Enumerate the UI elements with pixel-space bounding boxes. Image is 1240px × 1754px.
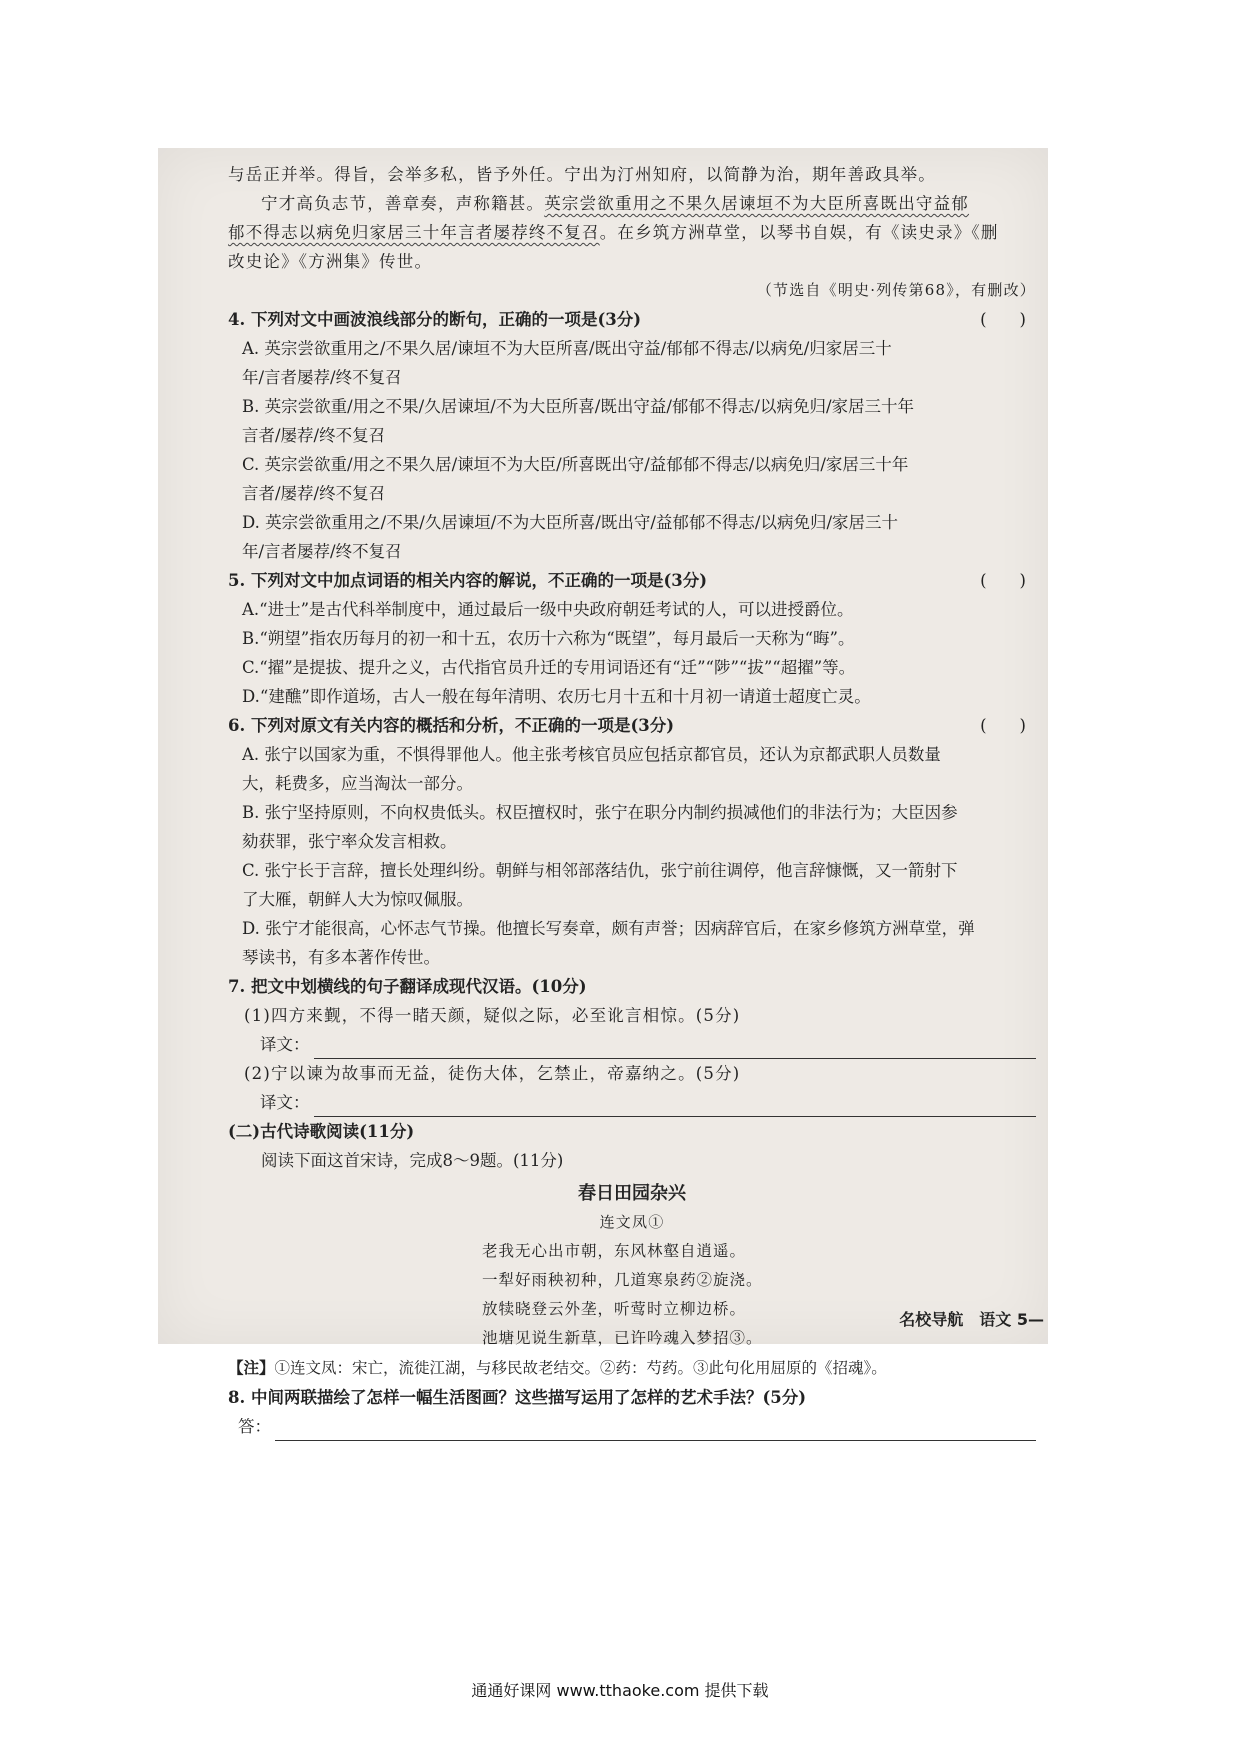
option-c[interactable]: C.“擢”是提拔、提升之义，古代指官员升迁的专用词语还有“迁”“陟”“拔”“超擢”等。 [242,658,856,677]
page-footer-label: 名校导航 语文 5— [899,1310,1044,1329]
option-b-cont: 劾获罪，张宁率众发言相救。 [242,832,457,851]
passage-text: 。在乡筑方洲草堂，以琴书自娱，有《读史录》《删 [599,223,999,242]
answer-bracket: ( ) [980,310,1026,329]
answer-line-q8[interactable] [228,1412,1036,1441]
translate-sentence-2: (2)宁以谏为故事而无益，徒伤大体，乞禁止，帝嘉纳之。(5分) [244,1064,741,1083]
download-credit: 通通好课网 www.tthaoke.com 提供下载 [471,1681,769,1700]
poem-line: 池塘见说生新草，已许吟魂入梦招③。 [482,1329,763,1347]
option-c[interactable]: C. 张宁长于言辞，擅长处理纠纷。朝鲜与相邻部落结仇，张宁前往调停，他言辞慷慨，又一箭射下 [242,861,958,880]
passage-text: 宁才高负志节，善章奏，声称籍甚。 [261,194,545,213]
answer-rule[interactable] [314,1096,1037,1117]
section-instruction: 阅读下面这首宋诗，完成8～9题。(11分) [261,1151,564,1170]
passage-line [228,189,1036,218]
answer-line-1[interactable] [228,1030,1036,1059]
option-d[interactable]: D. 英宗尝欲重用之/不果/久居谏垣/不为大臣所喜/既出守/益郁郁不得志/以病免归/家居三十 [242,513,899,532]
passage-source: （节选自《明史·列传第68》，有删改） [756,281,1036,299]
note-label: 【注】 [228,1358,275,1377]
option-a[interactable]: A.“进士”是古代科举制度中，通过最后一级中央政府朝廷考试的人，可以进授爵位。 [242,600,854,619]
option-d-cont: 琴读书，有多本著作传世。 [242,948,440,967]
question-4-options [228,334,1036,566]
answer-label: 译文： [260,1093,310,1112]
question-text: 4. 下列对文中画波浪线部分的断句，正确的一项是(3分) [228,310,642,329]
answer-rule[interactable] [275,1420,1036,1441]
passage-line: 改史论》《方洲集》传世。 [228,252,433,271]
poem-title: 春日田园杂兴 [578,1183,686,1204]
poem-line: 一犁好雨秧初种，几道寒泉药②旋浇。 [482,1271,763,1289]
option-b-cont: 言者/屡荐/终不复召 [242,426,386,445]
scanned-exam-page [158,148,1048,1436]
wavy-underlined-text: 英宗尝欲重用之不果久居谏垣不为大臣所喜既出守益郁 [544,194,970,213]
question-5-stem [228,566,1036,595]
option-a-cont: 年/言者屡荐/终不复召 [242,368,402,387]
poem-line: 放犊晓登云外垄，听莺时立柳边桥。 [482,1300,747,1318]
option-a[interactable]: A. 张宁以国家为重，不惧得罪他人。他主张考核官员应包括京都官员，还认为京都武职人员数量 [242,745,941,764]
poem-body [228,1237,1036,1353]
option-d-cont: 年/言者屡荐/终不复召 [242,542,402,561]
passage-line: 与岳正并举。得旨，会举多私，皆予外任。宁出为汀州知府，以简静为治，期年善政具举。 [228,165,936,184]
note-text: ①连文凤：宋亡，流徙江湖，与移民故老结交。②药：芍药。③此句化用屈原的《招魂》。 [274,1359,887,1377]
question-6-options [228,740,1036,972]
option-c-cont: 言者/屡荐/终不复召 [242,484,386,503]
section-heading: (二)古代诗歌阅读(11分) [228,1122,415,1141]
option-c-cont: 了大雁，朝鲜人大为惊叹佩服。 [242,890,473,909]
answer-label: 答： [238,1417,271,1436]
question-6-stem [228,711,1036,740]
option-a-cont: 大，耗费多，应当淘汰一部分。 [242,774,473,793]
answer-label: 译文： [260,1035,310,1054]
exam-content [228,160,1036,1441]
passage-line [228,218,1036,247]
question-5-options [228,595,1036,711]
answer-bracket: ( ) [980,716,1026,735]
wavy-underlined-text: 郁不得志以病免归家居三十年言者屡荐终不复召 [228,223,600,242]
option-a[interactable]: A. 英宗尝欲重用之/不果久居/谏垣不为大臣所喜/既出守益/郁郁不得志/以病免/归家居三十 [242,339,892,358]
option-b[interactable]: B.“朔望”指农历每月的初一和十五，农历十六称为“既望”，每月最后一天称为“晦”。 [242,629,855,648]
question-text: 6. 下列对原文有关内容的概括和分析，不正确的一项是(3分) [228,716,675,735]
translate-sentence-1: (1)四方来觐，不得一睹天颜，疑似之际，必至讹言相惊。(5分) [244,1006,741,1025]
option-c[interactable]: C. 英宗尝欲重/用之不果久居/谏垣不为大臣/所喜既出守/益郁郁不得志/以病免归/家居三十年 [242,455,909,474]
option-b[interactable]: B. 张宁坚持原则，不向权贵低头。权臣擅权时，张宁在职分内制约损减他们的非法行为；大臣因参 [242,803,958,822]
answer-bracket: ( ) [980,571,1026,590]
question-7-stem: 7. 把文中划横线的句子翻译成现代汉语。(10分) [228,977,587,996]
question-8-stem: 8. 中间两联描绘了怎样一幅生活图画？这些描写运用了怎样的艺术手法？(5分) [228,1388,807,1407]
question-4-stem [228,305,1036,334]
answer-line-2[interactable] [228,1088,1036,1117]
option-b[interactable]: B. 英宗尝欲重/用之不果/久居谏垣/不为大臣所喜/既出守益/郁郁不得志/以病免归/家居三十年 [242,397,915,416]
answer-rule[interactable] [314,1038,1037,1059]
question-text: 5. 下列对文中加点词语的相关内容的解说，不正确的一项是(3分) [228,571,708,590]
option-d[interactable]: D. 张宁才能很高，心怀志气节操。他擅长写奏章，颇有声誉；因病辞官后，在家乡修筑方洲草堂，弹 [242,919,975,938]
poem-author: 连文凤① [599,1213,665,1231]
poem-note [228,1353,1036,1383]
poem-line: 老我无心出市朝，东风林壑自逍遥。 [482,1242,747,1260]
option-d[interactable]: D.“建醮”即作道场，古人一般在每年清明、农历七月十五和十月初一请道士超度亡灵。 [242,687,871,706]
